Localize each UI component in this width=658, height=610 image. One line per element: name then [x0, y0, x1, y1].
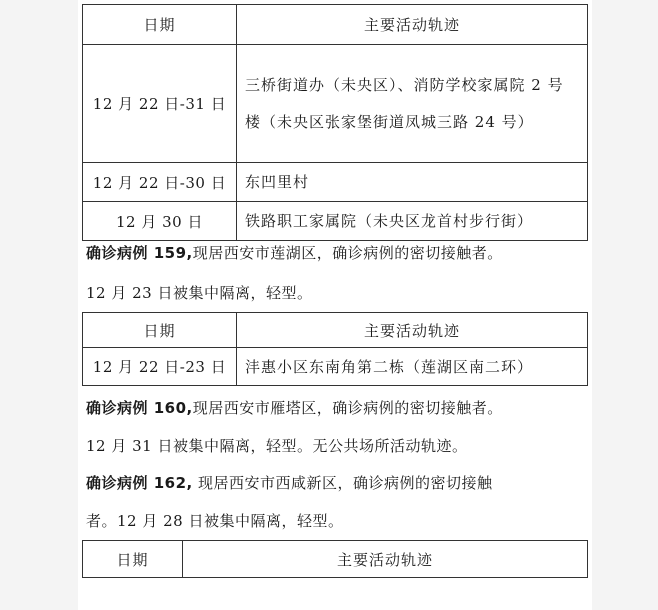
case-160-title: 确诊病例 160, [86, 399, 193, 417]
table-row [83, 348, 588, 386]
date-cell: 12 月 22 日-30 日 [83, 163, 237, 202]
case-159-line2-row [86, 275, 586, 312]
right-margin [592, 0, 658, 610]
activity-cell: 三桥街道办（未央区）、消防学校家属院 2 号楼（未央区张家堡街道凤城三路 24 号） [237, 45, 588, 163]
activity-header: 主要活动轨迹 [237, 313, 588, 348]
case-160-paragraph [86, 390, 586, 427]
case-159-title: 确诊病例 159, [86, 244, 193, 262]
case-162-paragraph [86, 465, 586, 502]
case-162-title: 确诊病例 162, [86, 474, 193, 492]
date-header: 日期 [83, 313, 237, 348]
activity-cell: 东凹里村 [237, 163, 588, 202]
table-header-row [83, 541, 588, 578]
case-162-line2-row [86, 503, 586, 540]
table-header-row [83, 313, 588, 348]
date-header: 日期 [83, 5, 237, 45]
activity-header: 主要活动轨迹 [183, 541, 588, 578]
activity-cell: 沣惠小区东南角第二栋（莲湖区南二环） [237, 348, 588, 386]
table-row [83, 163, 588, 202]
date-cell: 12 月 22 日-23 日 [83, 348, 237, 386]
activity-cell: 铁路职工家属院（未央区龙首村步行街） [237, 202, 588, 241]
table-header-row [83, 5, 588, 45]
case-159-line2: 12 月 23 日被集中隔离，轻型。 [86, 284, 313, 302]
date-header: 日期 [83, 541, 183, 578]
table-row [83, 45, 588, 163]
date-cell: 12 月 22 日-31 日 [83, 45, 237, 163]
case-160-line2-row [86, 428, 586, 465]
case-160-line2: 12 月 31 日被集中隔离，轻型。无公共场所活动轨迹。 [86, 437, 468, 455]
activity-table-2 [82, 312, 588, 386]
case-159-line1: 现居西安市莲湖区，确诊病例的密切接触者。 [192, 244, 503, 262]
activity-header: 主要活动轨迹 [237, 5, 588, 45]
case-160-line1: 现居西安市雁塔区，确诊病例的密切接触者。 [192, 399, 503, 417]
left-margin [0, 0, 78, 610]
case-159-paragraph [86, 235, 586, 272]
date-cell: 12 月 30 日 [83, 202, 237, 241]
case-162-line2: 者。12 月 28 日被集中隔离，轻型。 [86, 512, 344, 530]
activity-table-3 [82, 540, 588, 578]
case-162-line1: 现居西安市西咸新区，确诊病例的密切接触 [192, 474, 493, 492]
activity-table-1 [82, 4, 588, 241]
